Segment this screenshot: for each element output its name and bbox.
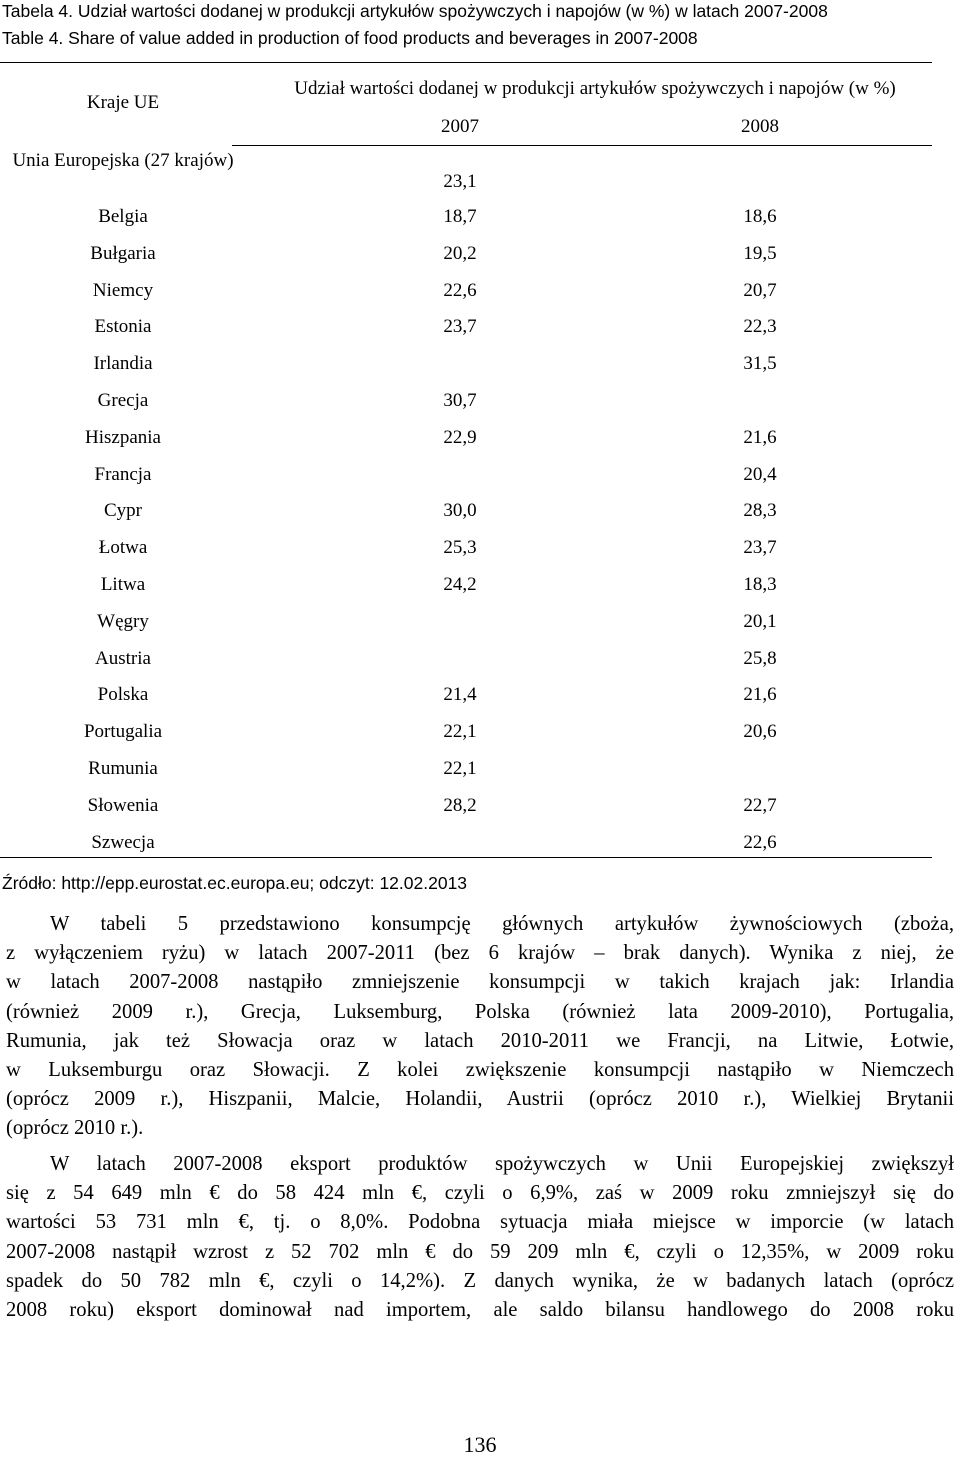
value-2007-cell: 22,9 <box>443 426 477 448</box>
table-row <box>0 648 932 672</box>
table-row <box>0 353 932 377</box>
paragraph-line: się z 54 649 mln € do 58 424 mln €, czyli o 6,9%, zaś w 2009 roku zmniejszył się do <box>6 1182 954 1205</box>
country-cell: Słowenia <box>87 794 159 816</box>
country-cell: Belgia <box>98 206 148 227</box>
table-row <box>0 206 932 230</box>
value-2008-cell: 21,6 <box>743 684 777 706</box>
value-2008-cell: 19,5 <box>743 242 777 264</box>
eu-row-value-2007: 23,1 <box>443 171 477 192</box>
table-source-note: Źródło: http://epp.eurostat.ec.europa.eu; odczyt: 12.02.2013 <box>2 873 468 893</box>
value-2008-cell: 22,7 <box>743 794 777 816</box>
country-cell: Niemcy <box>92 279 154 301</box>
table-header-rule <box>232 145 932 146</box>
value-2008-cell: 20,4 <box>743 463 777 485</box>
paragraph-line: 2007-2008 nastąpił wzrost z 52 702 mln € do 59 209 mln €, czyli o 12,35%, w 2009 roku <box>6 1240 954 1263</box>
value-2007-cell: 22,6 <box>443 279 477 301</box>
paragraph-export-import <box>6 1150 954 1325</box>
paragraph-line: w latach 2007-2008 nastąpiło zmniejszenie konsumpcji w takich krajach jak: Irlandia <box>6 971 954 994</box>
value-2007-cell: 25,3 <box>443 537 477 559</box>
table-row <box>0 795 932 819</box>
country-cell: Irlandia <box>93 353 153 375</box>
country-cell: Łotwa <box>98 537 148 559</box>
table-top-rule <box>0 62 932 63</box>
value-2007-cell: 22,1 <box>443 721 477 743</box>
paragraph-line: (również 2009 r.), Grecja, Luksemburg, Polska (również lata 2009-2010), Portugalia, <box>6 1000 954 1023</box>
value-2007-cell: 30,0 <box>443 500 477 522</box>
value-2008-cell: 18,3 <box>743 574 777 595</box>
paragraph-line: 2008 roku) eksport dominował nad importem, ale saldo bilansu handlowego do 2008 roku <box>6 1298 954 1321</box>
country-cell: Węgry <box>97 610 149 632</box>
country-cell: Austria <box>95 647 151 669</box>
value-2008-cell: 25,8 <box>743 647 777 669</box>
column-header-group: Udział wartości dodanej w produkcji artykułów spożywczych i napojów (w %) <box>294 78 896 99</box>
value-2007-cell: 21,4 <box>443 684 477 706</box>
paragraph-line: w Luksemburgu oraz Słowacji. Z kolei zwiększenie konsumpcji nastąpiło w Niemczech <box>6 1058 954 1081</box>
paragraph-line: spadek do 50 782 mln €, czyli o 14,2%). Z danych wynika, że w badanych latach (oprócz <box>6 1269 954 1292</box>
table-caption-english: Table 4. Share of value added in production of food products and beverages in 2007-2008 <box>2 28 698 48</box>
table-row <box>0 758 932 782</box>
country-cell: Portugalia <box>83 721 163 743</box>
paragraph-consumption <box>6 910 954 1144</box>
value-2007-cell: 22,1 <box>443 758 477 779</box>
value-2007-cell: 30,7 <box>443 390 477 411</box>
value-2007-cell: 24,2 <box>443 574 477 595</box>
paragraph-line: Rumunia, jak też Słowacja oraz w latach 2010-2011 we Francji, na Litwie, Łotwie, <box>6 1029 954 1052</box>
paragraph-line: W tabeli 5 przedstawiono konsumpcję głównych artykułów żywnościowych (zboża, <box>50 913 954 935</box>
country-cell: Estonia <box>94 316 152 338</box>
value-2008-cell: 31,5 <box>743 353 777 375</box>
table-row <box>0 684 932 708</box>
value-2008-cell: 23,7 <box>743 537 777 559</box>
value-2008-cell: 18,6 <box>743 206 777 227</box>
table-row <box>0 243 932 267</box>
value-2008-cell: 21,6 <box>743 426 777 448</box>
page-number: 136 <box>463 1432 497 1457</box>
table-row <box>0 537 932 561</box>
country-cell: Rumunia <box>88 758 158 779</box>
country-cell: Bułgaria <box>90 242 156 264</box>
table-row <box>0 280 932 304</box>
country-cell: Hiszpania <box>85 426 161 448</box>
value-2008-cell: 22,6 <box>743 831 777 853</box>
table-row <box>0 316 932 340</box>
country-cell: Grecja <box>97 390 149 411</box>
value-2007-cell: 18,7 <box>443 206 477 227</box>
country-cell: Polska <box>97 684 149 706</box>
paragraph-line: z wyłączeniem ryżu) w latach 2007-2011 (bez 6 krajów – brak danych). Wynika z niej, że <box>6 942 954 965</box>
table-row <box>0 832 932 856</box>
table-row <box>0 611 932 635</box>
paragraph-line: W latach 2007-2008 eksport produktów spożywczych w Unii Europejskiej zwiększył <box>50 1153 954 1175</box>
value-2008-cell: 22,3 <box>743 316 777 338</box>
column-header-year-2008: 2008 <box>741 116 779 137</box>
value-2008-cell: 20,1 <box>743 610 777 632</box>
table-bottom-rule <box>0 857 932 858</box>
table-row <box>0 390 932 414</box>
column-header-country: Kraje UE <box>86 92 160 113</box>
paragraph-line: wartości 53 731 mln €, tj. o 8,0%. Podobna sytuacja miała miejsce w imporcie (w latach <box>6 1211 954 1234</box>
value-2008-cell: 20,6 <box>743 721 777 743</box>
value-2008-cell: 20,7 <box>743 279 777 301</box>
country-cell: Francja <box>94 463 152 485</box>
eu-row-name: Unia Europejska (27 krajów) <box>12 150 234 171</box>
country-cell: Cypr <box>104 500 142 522</box>
table-row <box>0 464 932 488</box>
column-header-year-2007: 2007 <box>441 116 479 137</box>
table-row <box>0 500 932 524</box>
table-row <box>0 427 932 451</box>
country-cell: Szwecja <box>91 831 155 853</box>
value-2007-cell: 23,7 <box>443 316 477 338</box>
paragraph-line: (oprócz 2010 r.). <box>6 1117 144 1140</box>
table-row <box>0 574 932 598</box>
table-row <box>0 721 932 745</box>
country-cell: Litwa <box>100 574 146 595</box>
paragraph-line: (oprócz 2009 r.), Hiszpanii, Malcie, Holandii, Austrii (oprócz 2010 r.), Wielkiej Brytanii <box>6 1088 954 1111</box>
table-caption-polish: Tabela 4. Udział wartości dodanej w produkcji artykułów spożywczych i napojów (w %) w latach 2007-2008 <box>2 1 828 21</box>
value-2007-cell: 28,2 <box>443 794 477 816</box>
value-2007-cell: 20,2 <box>443 242 477 264</box>
value-2008-cell: 28,3 <box>743 500 777 522</box>
